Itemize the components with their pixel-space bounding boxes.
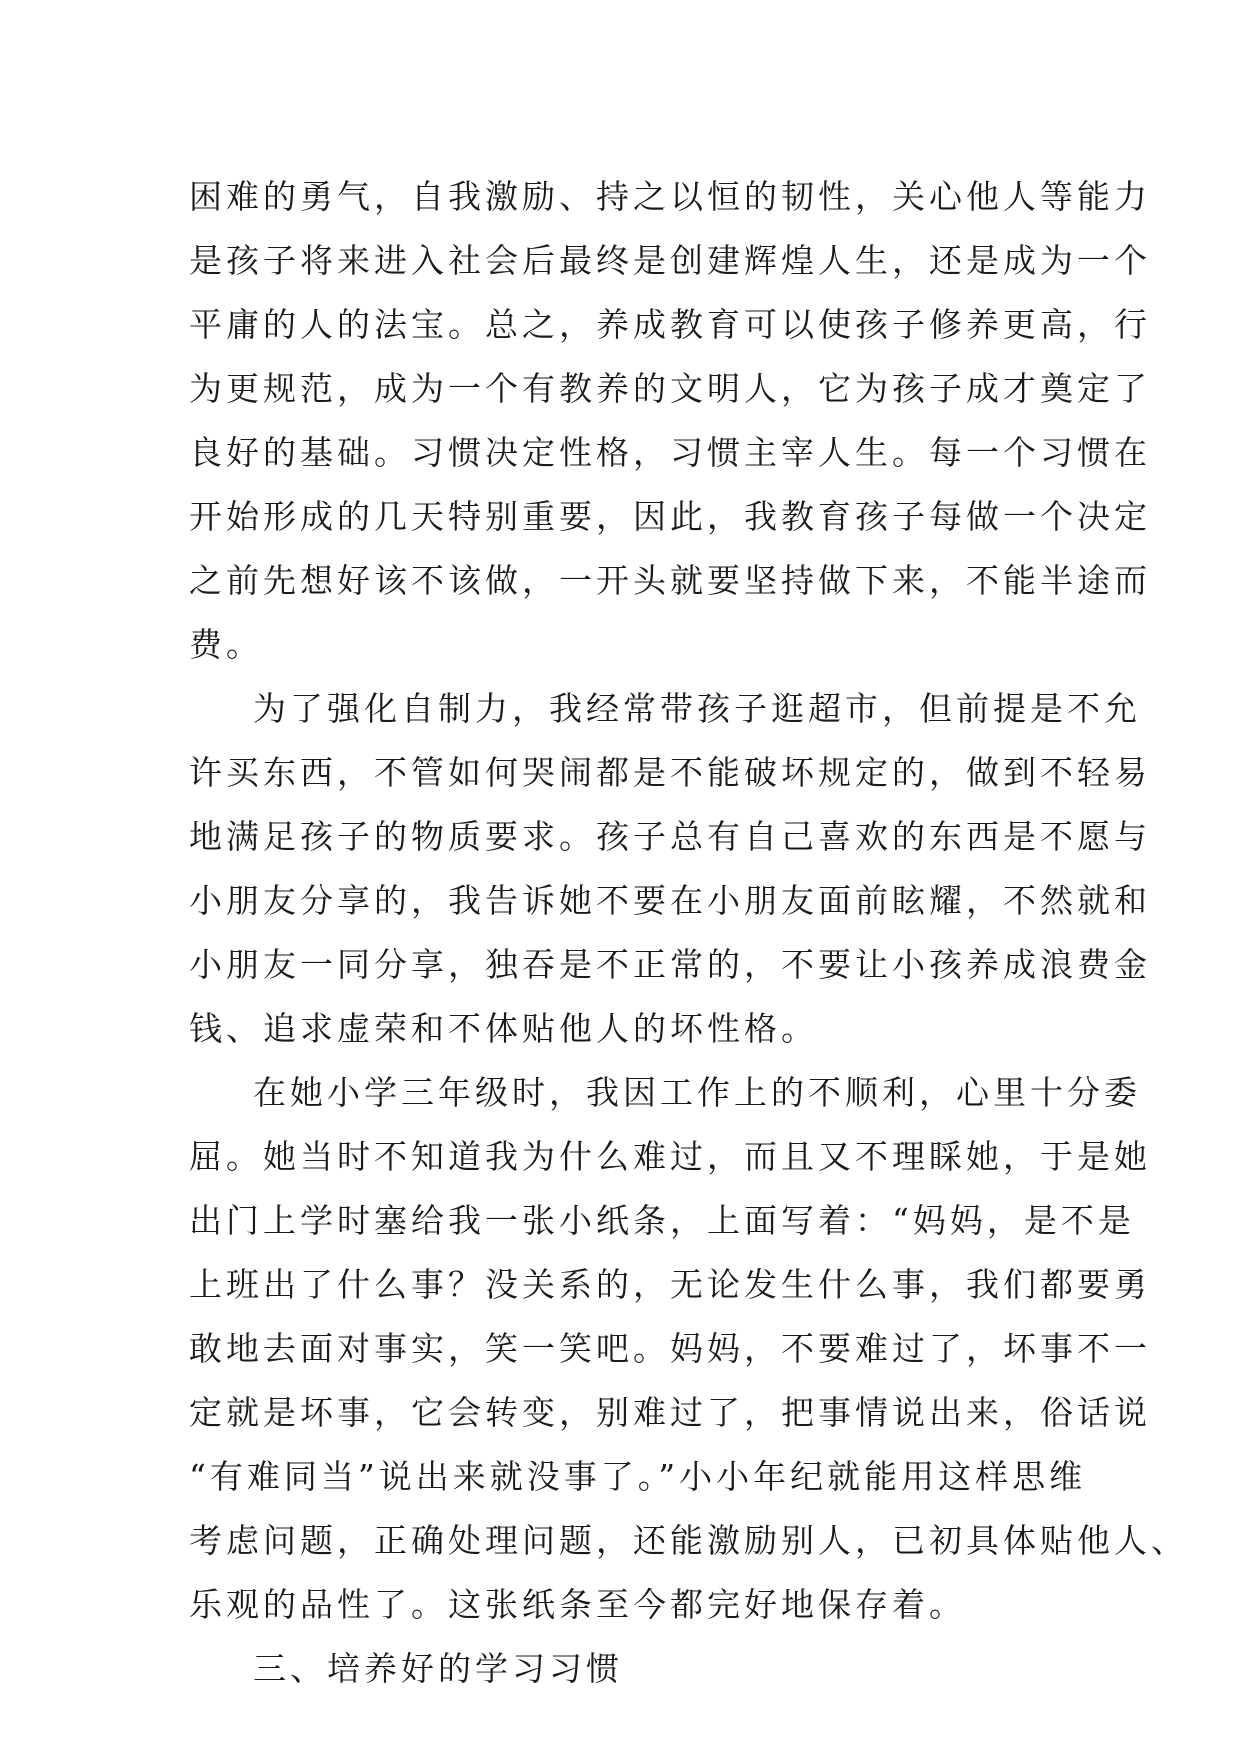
text-line: 出门上学时塞给我一张小纸条，上面写着：“妈妈，是不是: [189, 1201, 1135, 1240]
text-line: 平庸的人的法宝。总之，养成教育可以使孩子修养更高，行: [189, 305, 1151, 344]
text-line: 乐观的品性了。这张纸条至今都完好地保存着。: [189, 1585, 966, 1624]
text-line: 三、培养好的学习习惯: [253, 1649, 623, 1688]
text-line: 是孩子将来进入社会后最终是创建辉煌人生，还是成为一个: [189, 241, 1151, 280]
text-line: 定就是坏事，它会转变，别难过了，把事情说出来，俗话说: [189, 1393, 1151, 1432]
text-line: 费。: [189, 625, 263, 664]
text-line: “有难同当”说出来就没事了。”小小年纪就能用这样思维: [189, 1457, 1087, 1496]
paragraph: [189, 677, 1151, 1061]
document-body: [189, 165, 1188, 1701]
text-line: 在她小学三年级时，我因工作上的不顺利，心里十分委: [253, 1073, 1141, 1112]
paragraph: [189, 1637, 1059, 1701]
text-line: 之前先想好该不该做，一开头就要坚持做下来，不能半途而: [189, 561, 1151, 600]
text-line: 为更规范，成为一个有教养的文明人，它为孩子成才奠定了: [189, 369, 1151, 408]
paragraph: [189, 165, 1151, 677]
text-line: 小朋友分享的，我告诉她不要在小朋友面前眩耀，不然就和: [189, 881, 1151, 920]
paragraph: [189, 1061, 1188, 1637]
text-line: 开始形成的几天特别重要，因此，我教育孩子每做一个决定: [189, 497, 1151, 536]
text-line: 钱、追求虚荣和不体贴他人的坏性格。: [189, 1009, 818, 1048]
text-line: 敢地去面对事实，笑一笑吧。妈妈，不要难过了，坏事不一: [189, 1329, 1151, 1368]
text-line: 小朋友一同分享，独吞是不正常的，不要让小孩养成浪费金: [189, 945, 1151, 984]
text-line: 良好的基础。习惯决定性格，习惯主宰人生。每一个习惯在: [189, 433, 1151, 472]
text-line: 为了强化自制力，我经常带孩子逛超市，但前提是不允: [253, 689, 1141, 728]
text-line: 困难的勇气，自我激励、持之以恒的韧性，关心他人等能力: [189, 177, 1151, 216]
text-line: 屈。她当时不知道我为什么难过，而且又不理睬她，于是她: [189, 1137, 1151, 1176]
text-line: 地满足孩子的物质要求。孩子总有自己喜欢的东西是不愿与: [189, 817, 1151, 856]
text-line: 上班出了什么事？没关系的，无论发生什么事，我们都要勇: [189, 1265, 1151, 1304]
text-line: 许买东西，不管如何哭闹都是不能破坏规定的，做到不轻易: [189, 753, 1151, 792]
text-line: 考虑问题，正确处理问题，还能激励别人，已初具体贴他人、: [189, 1521, 1188, 1560]
